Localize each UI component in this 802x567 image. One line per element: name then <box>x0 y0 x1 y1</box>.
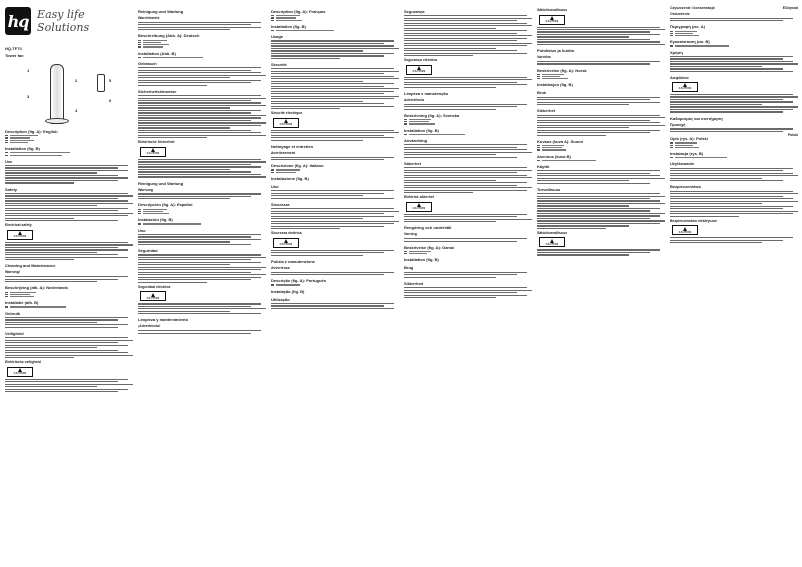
section-heading: Installation (fig. B) <box>404 127 439 133</box>
section-heading: Beskrivelse (fig. A): Norsk <box>537 67 587 73</box>
section-heading: Utilização <box>271 296 290 302</box>
column-finnish <box>537 6 665 564</box>
model-number: HQ-TF70 <box>5 46 22 51</box>
section-heading: Warning! <box>5 270 21 275</box>
column-polish-greek <box>670 6 798 564</box>
section-heading: Pulizia e manutenzione <box>271 258 316 264</box>
brand-slogan: Easy life Solutions <box>37 8 90 34</box>
section-heading: Avvertenza <box>271 265 290 270</box>
caution-label <box>7 367 33 377</box>
section-heading: Segurança <box>404 9 425 14</box>
section-heading: Installatie (afb. B) <box>5 300 39 306</box>
column-german <box>138 6 266 564</box>
section-heading: Gebrauch <box>138 60 157 66</box>
section-heading: Use <box>5 158 13 164</box>
section-heading: Seguridad eléctrica <box>138 284 171 289</box>
section-heading: Sähköturvallisuus <box>537 8 568 12</box>
section-heading: Instalação (fig. B) <box>271 288 305 294</box>
section-heading: Installation (fig. B) <box>5 146 40 152</box>
section-heading: Bruk <box>537 90 547 96</box>
product-figure <box>5 64 133 126</box>
caution-text: CAUTION <box>678 230 692 234</box>
section-heading: Opis (rys. A): Polski <box>670 136 708 142</box>
section-heading: Asennus (kuva B) <box>537 153 571 159</box>
figure-label: 4 <box>75 108 78 113</box>
page-language-label: Ελληνικά <box>782 6 798 10</box>
section-heading: Sähköturvallisuus <box>537 230 568 235</box>
section-heading: Sicurezza <box>271 201 290 207</box>
caution-label <box>140 291 166 301</box>
figure-label: 3 <box>27 94 30 99</box>
figure-label: 1 <box>27 68 30 73</box>
section-heading: Användning <box>404 137 428 143</box>
column-french <box>271 6 399 564</box>
section-heading: Beskrivelse (fig. A): Dansk <box>404 244 455 250</box>
section-heading: Ασφάλεια <box>670 74 689 80</box>
section-heading: Instalacja (rys. B) <box>670 151 704 157</box>
section-heading: Installation (fig. B) <box>404 257 439 263</box>
page-language-label: Polski <box>787 133 798 138</box>
section-heading: Elektrische Sicherheit <box>138 140 175 145</box>
section-heading: Säkerhet <box>404 160 421 166</box>
section-heading: Beschreibung (Abb. A): Deutsch <box>138 33 200 39</box>
caution-text: CAUTION <box>146 296 160 300</box>
section-heading: Warnhinweis <box>138 16 160 20</box>
caution-text: CAUTION <box>146 152 160 156</box>
section-heading: Segurança eléctrica <box>404 58 438 63</box>
section-heading: Reinigung und Wartung <box>138 9 184 14</box>
section-heading: Limpeza e manutenção <box>404 90 449 96</box>
tower-fan-icon <box>50 64 64 124</box>
remote-control-icon <box>97 74 105 92</box>
section-heading: Beskrivning (fig. A): Svenska <box>404 112 460 118</box>
figure-label: 5 <box>109 78 112 83</box>
section-heading: Elektrisk säkerhet <box>404 195 434 200</box>
section-heading: Varoitus <box>537 55 551 60</box>
caution-label <box>406 202 432 212</box>
section-heading: Sicherheitshinweise <box>138 88 177 94</box>
hq-logo-icon: hq <box>5 7 31 35</box>
section-heading: Warnung <box>138 187 154 192</box>
parts-list <box>5 135 133 143</box>
section-heading: Limpieza y mantenimiento <box>138 317 189 323</box>
section-heading: Cleaning and Maintenance <box>5 263 56 269</box>
section-heading: Προσοχή <box>670 122 686 127</box>
section-heading: Descripción (fig. A): Español <box>138 202 193 208</box>
caution-text: CAUTION <box>412 70 426 74</box>
section-heading: Veiligheid <box>5 330 24 336</box>
caution-label <box>539 15 565 25</box>
section-heading: Installazione (fig. B) <box>271 175 309 181</box>
section-heading: Elektrische veiligheid <box>5 360 41 365</box>
caution-label <box>672 225 698 235</box>
section-heading: Reinigung und Wartung <box>138 180 184 186</box>
section-heading: Installation (fig. B) <box>271 23 306 29</box>
section-heading: Puhdistus ja huolto <box>537 48 575 54</box>
section-heading: Beschrijving (afb. A): Nederlands <box>5 285 68 291</box>
section-heading: Description (fig. A): Français <box>271 9 326 14</box>
section-heading: Advertência <box>404 97 425 102</box>
section-heading: Seguridad <box>138 248 158 254</box>
caution-label <box>672 82 698 92</box>
section-heading: Uso <box>138 227 146 233</box>
section-heading: Avertissement <box>271 150 295 155</box>
caution-text: CAUTION <box>412 207 426 211</box>
section-heading: Description (fig. A): English <box>5 129 58 134</box>
section-heading: Nettoyage et entretien <box>271 143 314 149</box>
caution-text: CAUTION <box>545 242 559 246</box>
section-heading: Καθαρισμός και συντήρηση <box>670 115 723 121</box>
section-heading: Użytkowanie <box>670 161 695 167</box>
caution-label <box>7 230 33 240</box>
section-heading: Uso <box>271 183 279 189</box>
section-heading: Sikkerhed <box>404 280 424 286</box>
brand-logo <box>5 6 133 36</box>
section-heading: Installasjon (fig. B) <box>537 82 573 88</box>
section-heading: Sécurité électrique <box>271 111 303 116</box>
section-heading: Χρήση <box>670 49 683 55</box>
section-heading: Installation (Abb. B) <box>138 50 176 56</box>
section-heading: ¡Advertencia! <box>138 324 161 329</box>
section-heading: Varning <box>404 232 417 237</box>
section-heading: Turvallisuus <box>537 186 561 192</box>
section-heading: Bezpieczeństwo <box>670 184 701 190</box>
caution-label <box>406 65 432 75</box>
caution-label <box>273 238 299 248</box>
section-heading: Brug <box>404 265 414 271</box>
caution-text: CAUTION <box>279 243 293 247</box>
caution-text: CAUTION <box>13 372 27 376</box>
section-heading: Rengöring och underhåll <box>404 225 452 231</box>
fan-base-icon <box>45 118 69 124</box>
column-portuguese <box>404 6 532 564</box>
section-heading: Kuvaus (kuva A): Suomi <box>537 138 583 144</box>
section-heading: Safety <box>5 186 18 192</box>
section-heading: Electrical safety <box>5 223 32 228</box>
section-heading: Instalación (fig. B) <box>138 217 173 223</box>
section-heading: Gebruik <box>5 310 21 316</box>
section-heading: Sécurité <box>271 62 287 67</box>
caution-text: CAUTION <box>678 87 692 91</box>
figure-label: 6 <box>109 98 112 103</box>
caution-text: CAUTION <box>13 235 27 239</box>
section-heading: Käyttö <box>537 163 550 169</box>
section-heading: Descrizione (fig. A): Italiano <box>271 163 324 169</box>
product-name: Tower fan <box>5 53 24 58</box>
section-heading: Usage <box>271 34 284 40</box>
section-heading: Περιγραφή (εικ. A) <box>670 24 705 30</box>
section-heading: Sicurezza elettrica <box>271 231 302 236</box>
figure-label: 2 <box>75 78 78 83</box>
caution-text: CAUTION <box>545 20 559 23</box>
page-language-label: Czyszczenie i konserwacja <box>670 6 715 10</box>
section-heading: Bezpieczeństwo elektryczne <box>670 218 718 223</box>
section-heading: Ostrzeżenie <box>670 12 690 16</box>
caution-label <box>140 147 166 157</box>
caution-label <box>273 118 299 128</box>
section-heading: Descrição (fig. A): Português <box>271 278 326 284</box>
caution-text: CAUTION <box>279 123 293 127</box>
section-heading: Εγκατάσταση (εικ. B) <box>670 39 710 45</box>
caution-label <box>539 237 565 247</box>
column-english <box>5 6 133 564</box>
section-heading: Sikkerhet <box>537 108 556 114</box>
